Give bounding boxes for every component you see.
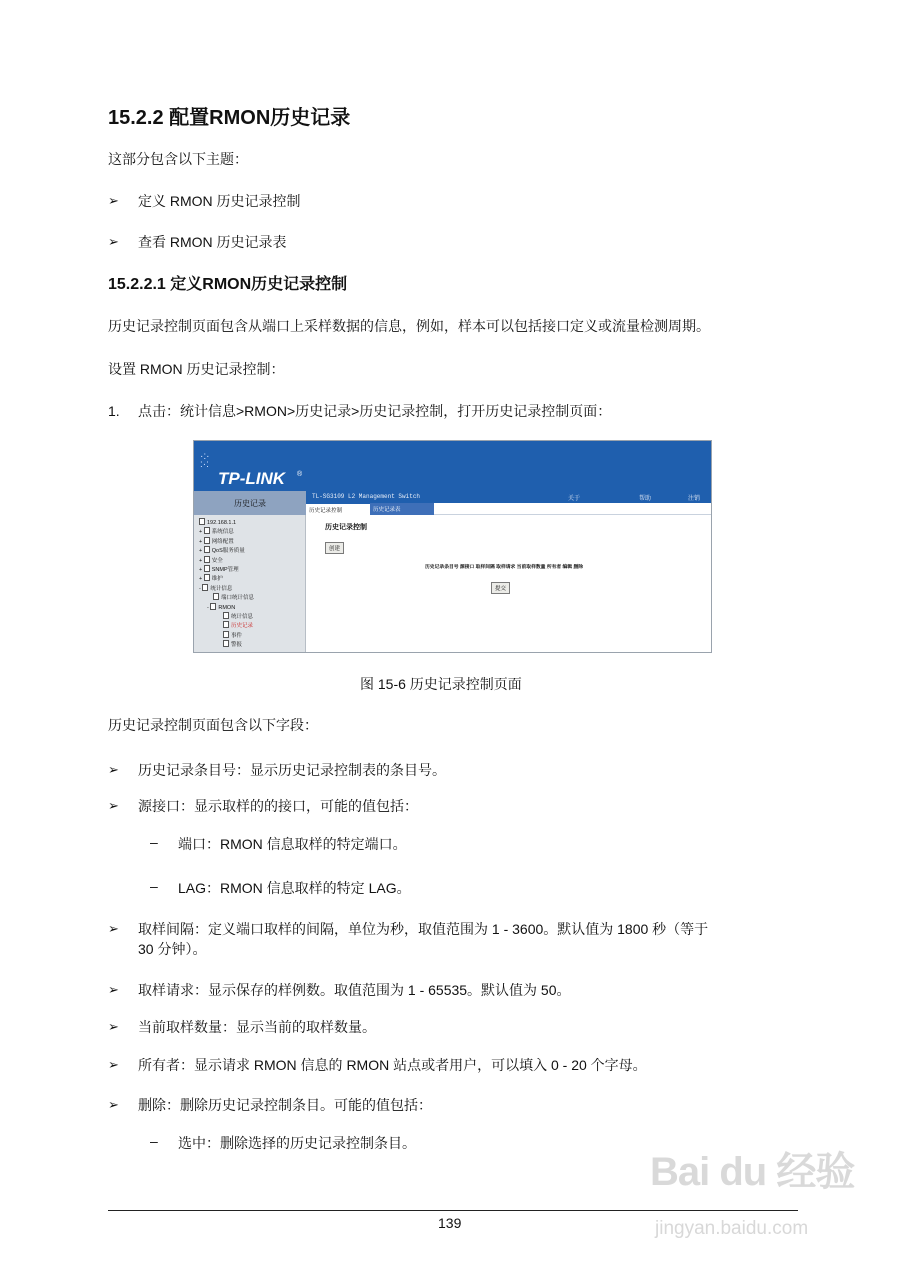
folder-icon xyxy=(204,556,210,563)
field-item: 取样请求：显示保存的样例数。取值范围为 1 - 65535。默认值为 50。 xyxy=(138,982,571,998)
folder-open-icon xyxy=(210,603,216,610)
tree-item[interactable]: + QoS服务质量 xyxy=(199,548,245,555)
logo-registered: ® xyxy=(297,471,303,478)
bullet-icon: ➢ xyxy=(108,234,119,249)
page-icon xyxy=(223,621,229,628)
tab-history-table[interactable]: 历史记录表 xyxy=(370,503,434,515)
field-item: 当前取样数量：显示当前的取样数量。 xyxy=(138,1019,376,1035)
page-number: 139 xyxy=(438,1215,462,1231)
section-heading: 15.2.2 配置RMON历史记录 xyxy=(108,107,351,129)
watermark-url: jingyan.baidu.com xyxy=(655,1218,809,1239)
paragraph: 设置 RMON 历史记录控制： xyxy=(108,361,285,377)
paragraph: 历史记录控制页面包含从端口上采样数据的信息，例如，样本可以包括接口定义或流量检测周期。 xyxy=(108,318,710,334)
tree-item[interactable]: + 安全 xyxy=(199,557,223,564)
baidu-watermark-logo: Bai du 经验 xyxy=(650,1150,855,1194)
topic-item[interactable]: 定义 RMON 历史记录控制 xyxy=(138,193,301,209)
field-item: 所有者：显示请求 RMON 信息的 RMON 站点或者用户，可以填入 0 - 20 个字母。 xyxy=(138,1057,647,1073)
page-icon xyxy=(223,612,229,619)
table-header: 历史记录条目号 源接口 取样间隔 取样请求 当前取样数量 所有者 编辑 删除 xyxy=(425,565,584,570)
bullet-icon: ➢ xyxy=(108,798,119,813)
bullet-icon: ➢ xyxy=(108,921,119,936)
submit-button[interactable]: 提交 xyxy=(491,582,510,594)
page-icon xyxy=(213,593,219,600)
paragraph: 历史记录控制页面包含以下字段： xyxy=(108,717,318,733)
tree-item[interactable]: + 系统信息 xyxy=(199,529,234,536)
bullet-icon: ➢ xyxy=(108,1057,119,1072)
bullet-icon: ➢ xyxy=(108,1019,119,1034)
field-item: 源接口：显示取样的的接口，可能的值包括： xyxy=(138,798,418,814)
bullet-icon: ➢ xyxy=(108,982,119,997)
step-text: 点击：统计信息>RMON>历史记录>历史记录控制，打开历史记录控制页面： xyxy=(138,403,612,419)
tab-strip-fill xyxy=(434,503,711,515)
folder-icon xyxy=(204,546,210,553)
bullet-icon: ➢ xyxy=(108,762,119,777)
logo: TP-LINK xyxy=(218,469,286,488)
tree-item[interactable]: + SNMP管理 xyxy=(199,567,239,574)
computer-icon xyxy=(199,518,205,525)
folder-icon xyxy=(204,527,210,534)
nav-tree xyxy=(199,518,254,650)
nav-link-about[interactable]: 关于 xyxy=(568,496,581,502)
tree-item-selected[interactable]: 历史记录 xyxy=(199,621,254,630)
tree-item[interactable]: 端口统计信息 xyxy=(199,593,254,602)
folder-open-icon xyxy=(202,584,208,591)
content-title: 历史记录控制 xyxy=(325,524,367,531)
screenshot-figure xyxy=(193,440,712,653)
folder-icon xyxy=(204,537,210,544)
page-icon xyxy=(223,631,229,638)
dash-marker: – xyxy=(150,878,158,894)
topic-item[interactable]: 查看 RMON 历史记录表 xyxy=(138,234,287,250)
intro-text: 这部分包含以下主题： xyxy=(108,151,248,167)
sub-item: 选中：删除选择的历史记录控制条目。 xyxy=(178,1135,416,1151)
tree-item[interactable]: + 维护 xyxy=(199,576,223,583)
field-item: 删除：删除历史记录控制条目。可能的值包括： xyxy=(138,1097,432,1113)
nav-link-logout[interactable]: 注销 xyxy=(688,496,701,502)
dash-marker: – xyxy=(150,1133,158,1149)
tab-history-control[interactable]: 历史记录控制 xyxy=(306,503,370,515)
device-title: TL-SG3109 L2 Management Switch xyxy=(312,493,421,500)
nav-tree-panel xyxy=(194,515,306,652)
subsection-heading: 15.2.2.1 定义RMON历史记录控制 xyxy=(108,276,348,293)
page-icon xyxy=(223,640,229,647)
sidebar-title: 历史记录 xyxy=(194,491,306,515)
step-number: 1. xyxy=(108,403,120,419)
nav-link-help[interactable]: 帮助 xyxy=(639,496,652,502)
tree-item[interactable]: 事件 xyxy=(199,631,254,640)
footer-rule xyxy=(108,1210,798,1211)
tree-item[interactable]: + 网络配置 xyxy=(199,538,234,545)
tree-item-root[interactable]: 192.168.1.1 xyxy=(199,518,254,527)
bullet-icon: ➢ xyxy=(108,193,119,208)
tree-item[interactable]: - 统计信息 xyxy=(199,585,233,592)
dash-marker: – xyxy=(150,834,158,850)
bullet-icon: ➢ xyxy=(108,1097,119,1112)
create-button[interactable]: 创建 xyxy=(325,542,344,554)
folder-icon xyxy=(204,565,210,572)
folder-icon xyxy=(204,574,210,581)
figure-caption: 图 15-6 历史记录控制页面 xyxy=(360,676,522,692)
tree-item[interactable]: - RMON xyxy=(207,604,236,611)
field-item-continued: 30 分钟）。 xyxy=(138,941,207,957)
tree-item[interactable]: 统计信息 xyxy=(199,612,254,621)
field-item: 历史记录条目号：显示历史记录控制表的条目号。 xyxy=(138,762,446,778)
sub-item: LAG：RMON 信息取样的特定 LAG。 xyxy=(178,880,411,896)
logo-dots-icon: ·:· :·: xyxy=(200,451,210,470)
field-item: 取样间隔：定义端口取样的间隔，单位为秒，取值范围为 1 - 3600。默认值为 1800 秒（等于 xyxy=(138,921,709,937)
sub-item: 端口：RMON 信息取样的特定端口。 xyxy=(178,836,407,852)
tree-item[interactable]: 警报 xyxy=(199,640,254,649)
top-nav-bar xyxy=(306,491,711,503)
